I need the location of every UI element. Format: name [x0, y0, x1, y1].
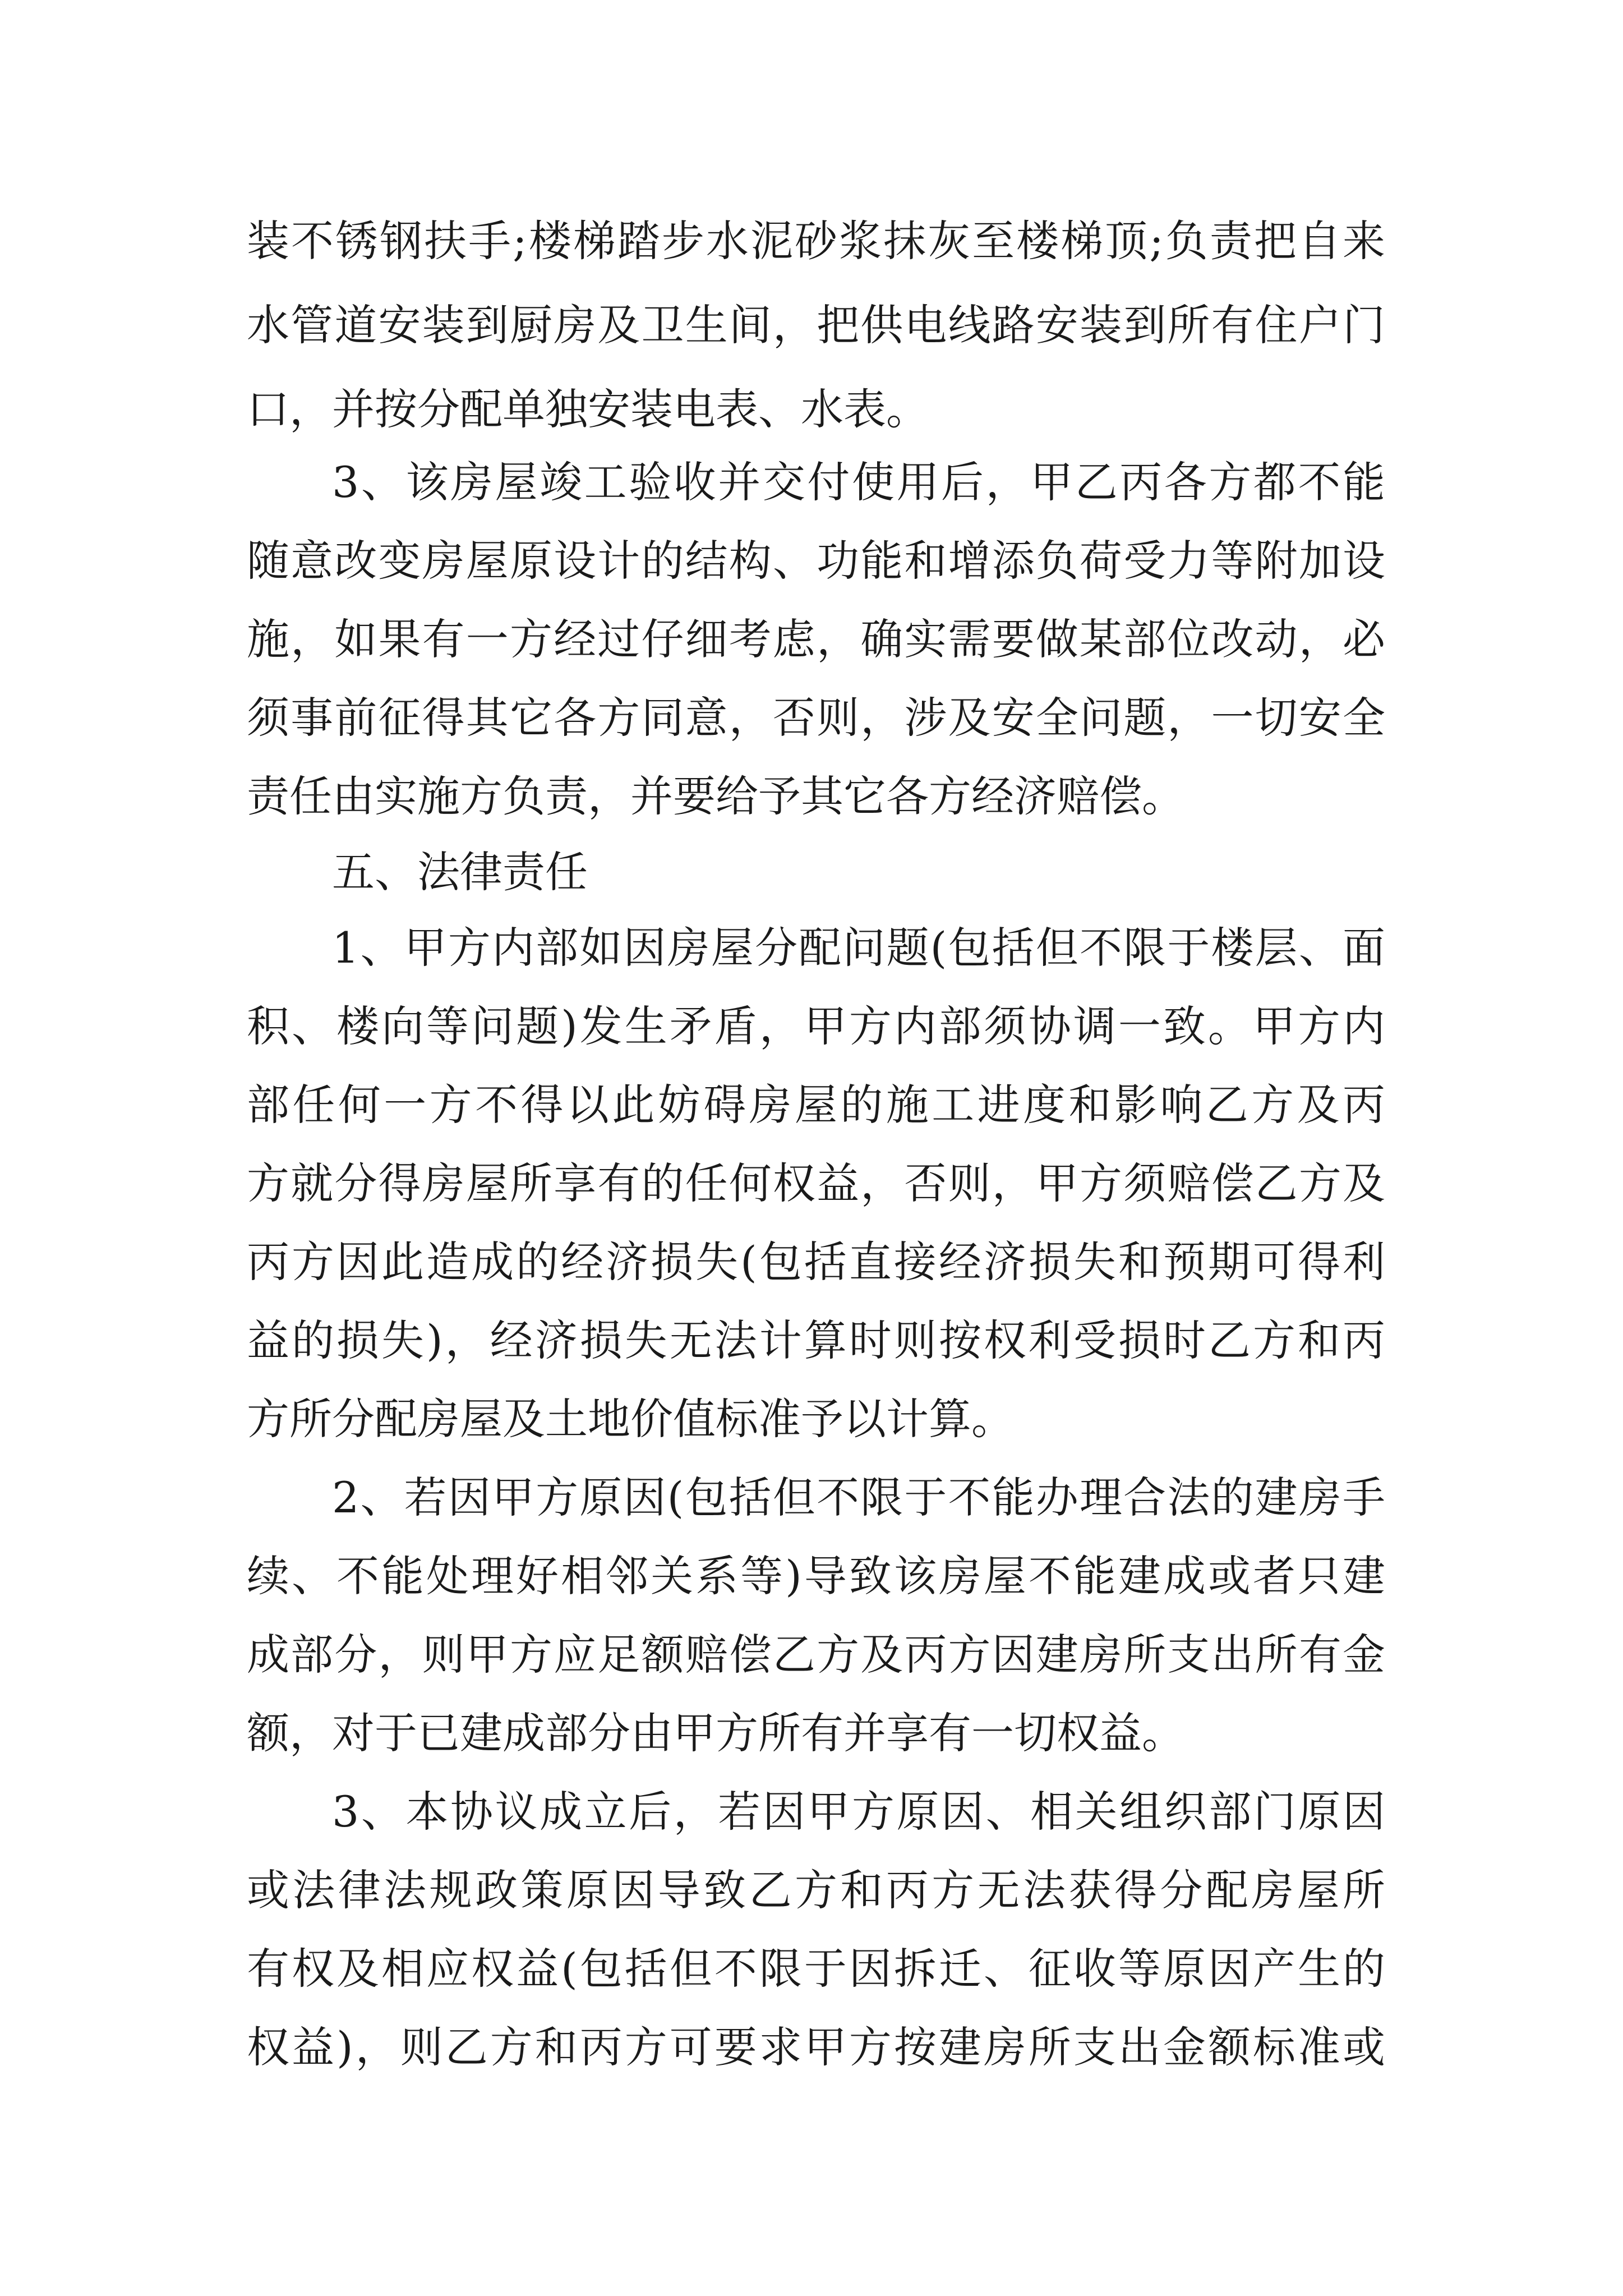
text-line: 部任何一方不得以此妨碍房屋的施工进度和影响乙方及丙	[247, 1080, 1385, 1130]
text-line: 水管道安装到厨房及卫生间，把供电线路安装到所有住户门	[247, 300, 1385, 350]
text-line: 或法律法规政策原因导致乙方和丙方无法获得分配房屋所	[247, 1865, 1385, 1915]
text-line: 1、甲方内部如因房屋分配问题(包括但不限于楼层、面	[332, 923, 1385, 973]
text-line: 方所分配房屋及土地价值标准予以计算。	[247, 1394, 1014, 1444]
text-line: 权益)，则乙方和丙方可要求甲方按建房所支出金额标准或	[247, 2022, 1385, 2072]
text-line: 3、该房屋竣工验收并交付使用后，甲乙丙各方都不能	[332, 457, 1385, 507]
text-line: 口，并按分配单独安装电表、水表。	[247, 384, 929, 434]
text-line: 装不锈钢扶手;楼梯踏步水泥砂浆抹灰至楼梯顶;负责把自来	[247, 216, 1385, 266]
text-line: 施，如果有一方经过仔细考虑，确实需要做某部位改动，必	[247, 614, 1385, 664]
text-line: 随意改变房屋原设计的结构、功能和增添负荷受力等附加设	[247, 536, 1385, 586]
text-line: 续、不能处理好相邻关系等)导致该房屋不能建成或者只建	[247, 1551, 1385, 1601]
text-line: 须事前征得其它各方同意，否则，涉及安全问题，一切安全	[247, 693, 1385, 743]
text-line: 责任由实施方负责，并要给予其它各方经济赔偿。	[247, 771, 1184, 821]
text-line: 积、楼向等问题)发生矛盾，甲方内部须协调一致。甲方内	[247, 1001, 1385, 1051]
section-heading: 五、法律责任	[332, 847, 588, 897]
text-line: 有权及相应权益(包括但不限于因拆迁、征收等原因产生的	[247, 1944, 1385, 1994]
text-line: 丙方因此造成的经济损失(包括直接经济损失和预期可得利	[247, 1237, 1385, 1287]
text-line: 2、若因甲方原因(包括但不限于不能办理合法的建房手	[332, 1473, 1385, 1522]
text-line: 3、本协议成立后，若因甲方原因、相关组织部门原因	[332, 1787, 1385, 1837]
text-line: 益的损失)，经济损失无法计算时则按权利受损时乙方和丙	[247, 1315, 1385, 1365]
text-line: 额，对于已建成部分由甲方所有并享有一切权益。	[247, 1708, 1184, 1758]
text-line: 成部分，则甲方应足额赔偿乙方及丙方因建房所支出所有金	[247, 1630, 1385, 1680]
text-line: 方就分得房屋所享有的任何权益，否则，甲方须赔偿乙方及	[247, 1158, 1385, 1208]
